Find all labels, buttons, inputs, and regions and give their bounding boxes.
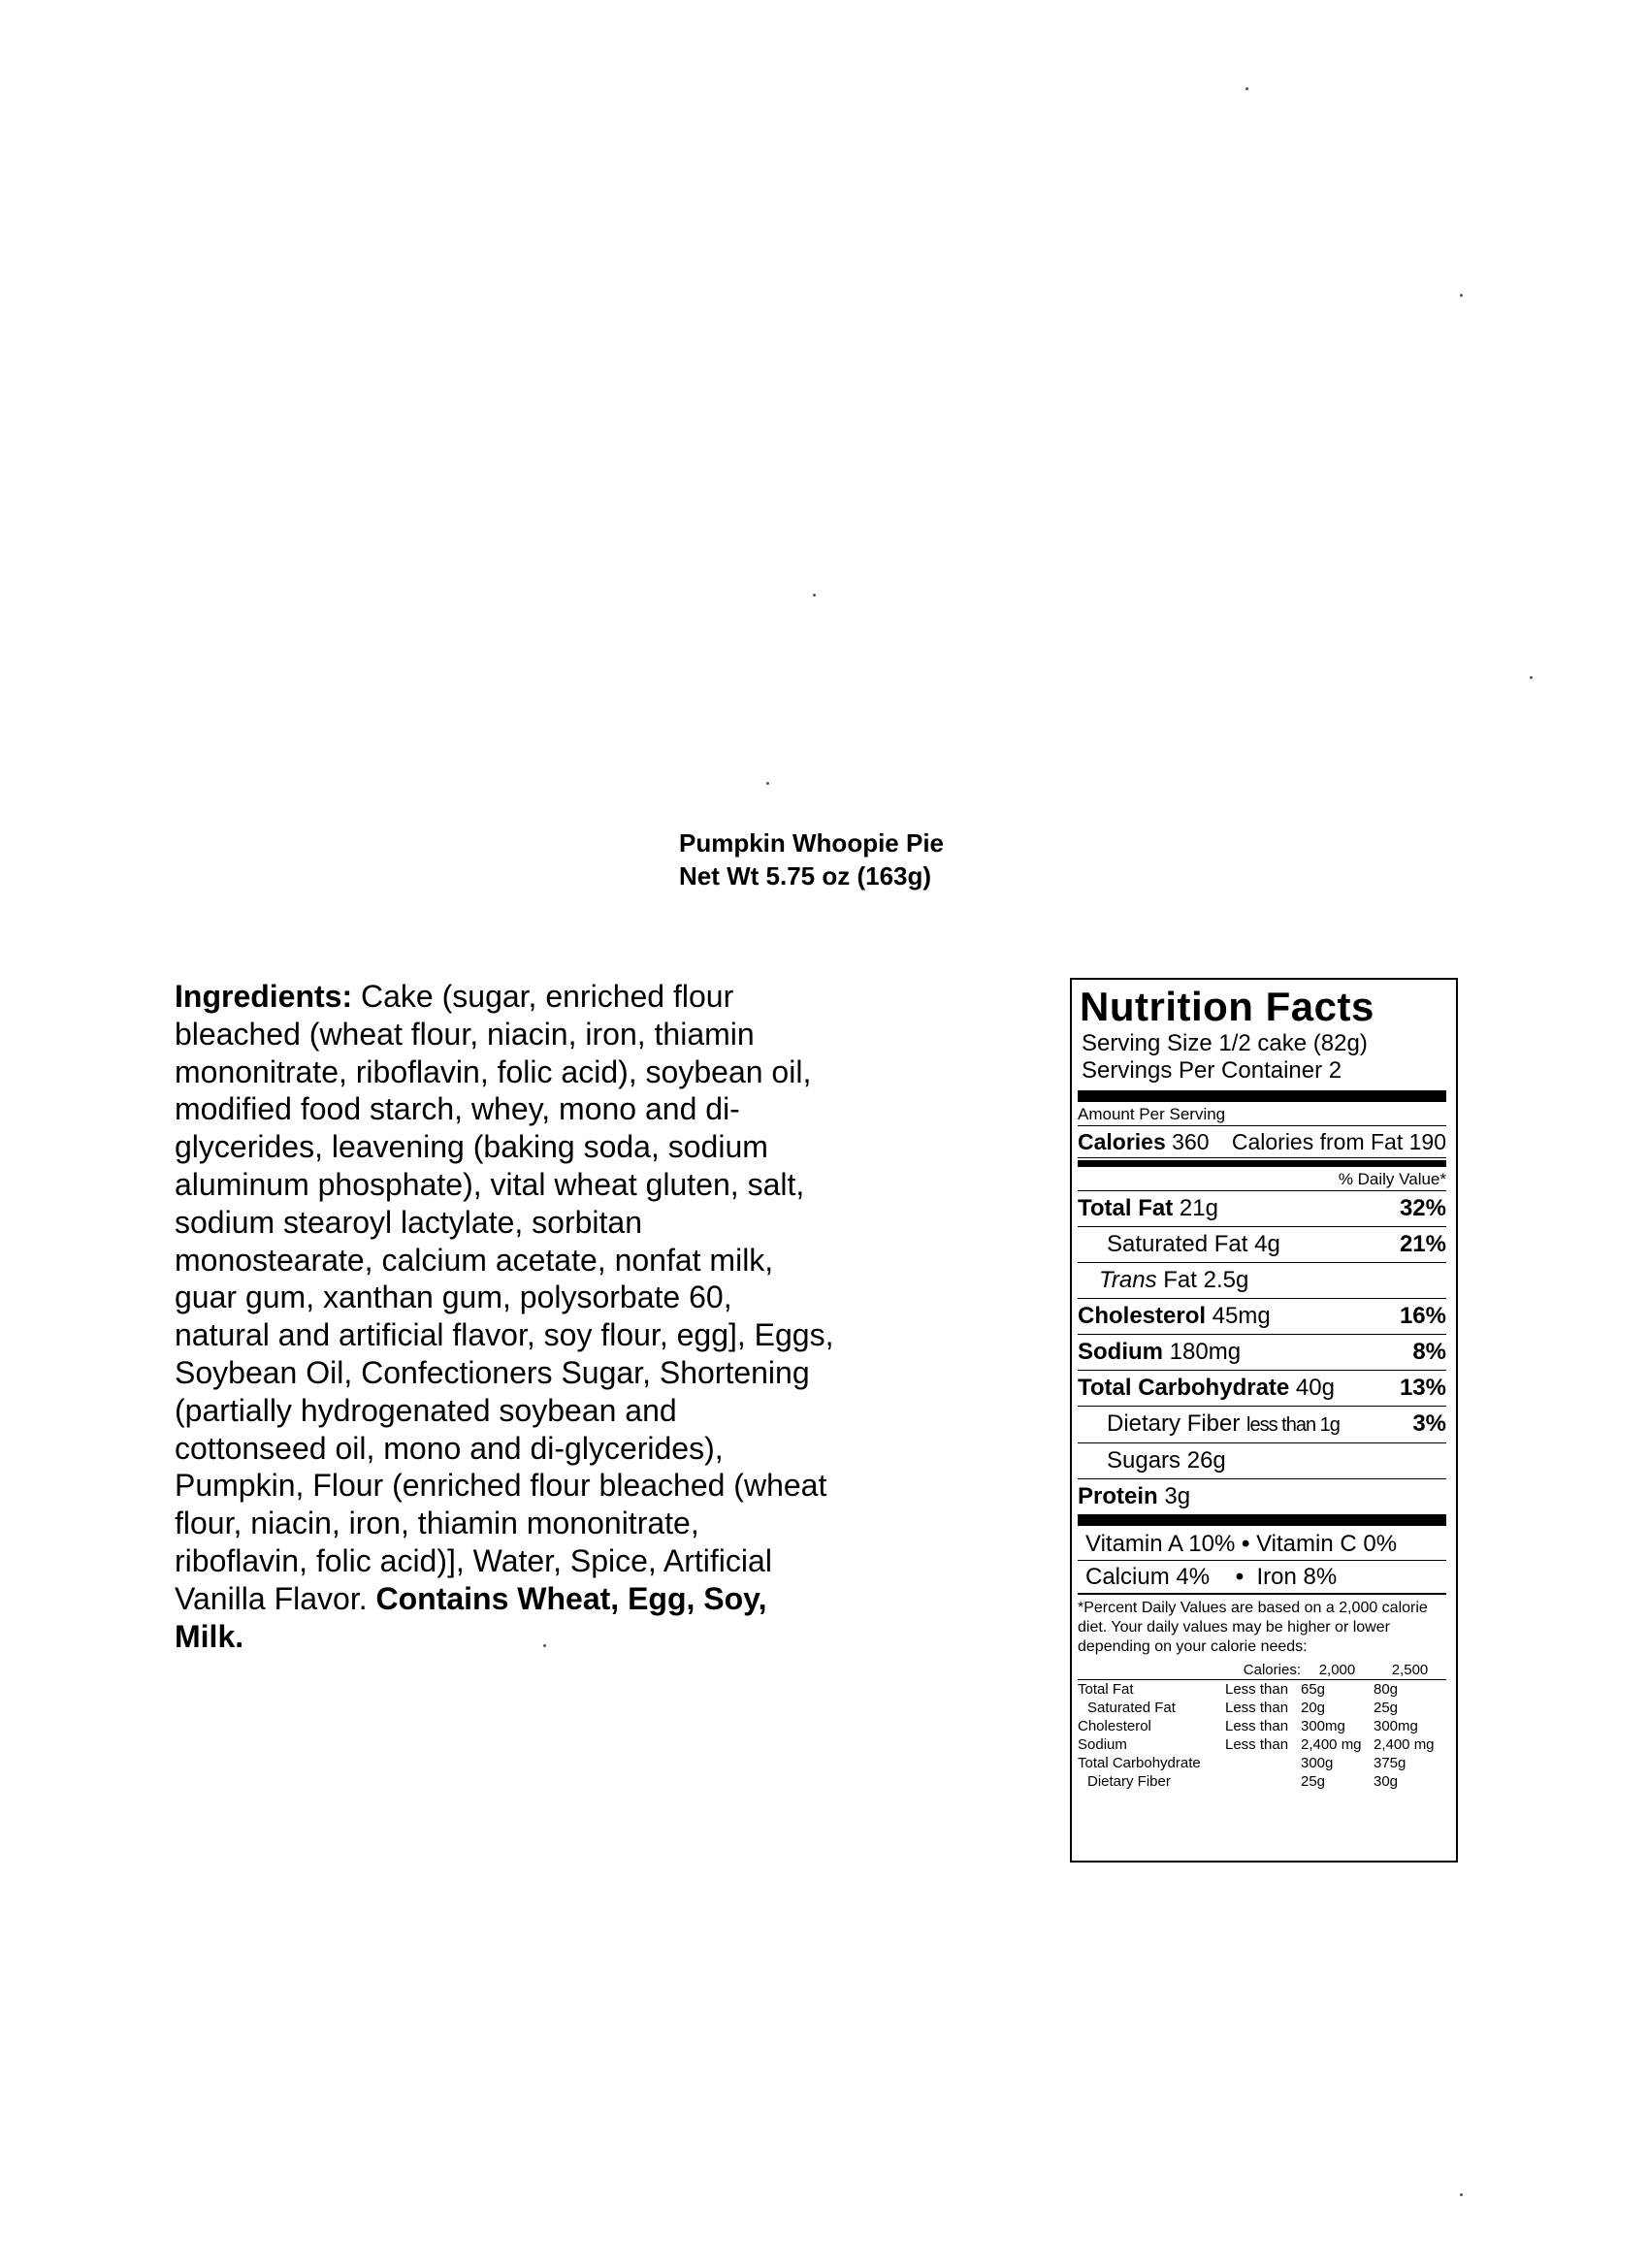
product-name: Pumpkin Whoopie Pie <box>679 828 945 858</box>
serving-size: Serving Size 1/2 cake (82g) <box>1082 1030 1368 1056</box>
scan-speck <box>813 594 816 597</box>
thick-divider <box>1078 1514 1446 1526</box>
daily-value-table-row: Sodium Less than 2,400 mg 2,400 mg <box>1078 1736 1435 1753</box>
daily-value-table-row: Saturated Fat Less than 20g 25g <box>1087 1700 1399 1716</box>
calories-row <box>1078 1126 1446 1158</box>
nutrient-row-dietary-fiber: Dietary Fiber less than 1g 3% <box>1078 1407 1446 1443</box>
daily-value-table-row: Total Fat Less than 65g 80g <box>1078 1681 1399 1698</box>
scan-speck <box>1530 676 1533 679</box>
nutrient-row-total-fat: Total Fat 21g 32% <box>1078 1191 1446 1227</box>
ingredients-list: Cake (sugar, enriched flour bleached (wheat flour, niacin, iron, thiamin mononitrate, riboflavin, folic acid), soybean oil, modified food starch, whey, mono and di-glycerides, leavening (baking soda, sodium aluminum phosphate), vital wheat gluten, salt, sodium stearoyl lactylate, sorbitan monostearate, calcium acetate, nonfat milk, guar gum, xanthan gum, polysorbate 60, natural and artificial flavor, soy flour, egg], Eggs, Soybean Oil, Confectioners Sugar, Shortening (partially hydrogenated soybean and cottonseed oil, mono and di-glycerides), Pumpkin, Flour (enriched flour bleached (wheat flour, niacin, iron, thiamin mononitrate, riboflavin, folic acid)], Water, Spice, Artificial Vanilla Flavor. <box>175 979 834 1616</box>
medium-divider <box>1078 1160 1446 1167</box>
thick-divider <box>1078 1090 1446 1102</box>
daily-value-table-row: Cholesterol Less than 300mg 300mg <box>1078 1718 1418 1734</box>
scan-speck <box>766 782 769 785</box>
vitamins-row-2: Calcium 4% • Iron 8% <box>1078 1561 1446 1595</box>
scan-speck <box>1245 87 1248 90</box>
nutrient-row-sodium: Sodium 180mg 8% <box>1078 1335 1446 1371</box>
daily-value-table <box>1078 1661 1446 1791</box>
product-title-block <box>679 826 999 892</box>
scan-speck <box>1460 294 1463 297</box>
ingredients-label: Ingredients: <box>175 979 353 1014</box>
nutrient-row-cholesterol: Cholesterol 45mg 16% <box>1078 1299 1446 1335</box>
nutrient-row-protein: Protein 3g <box>1078 1483 1191 1509</box>
nutrient-row-trans-fat: Trans Fat 2.5g <box>1078 1263 1446 1299</box>
servings-per-container: Servings Per Container 2 <box>1082 1057 1342 1084</box>
ingredients-text <box>175 978 834 1655</box>
allergen-statement: Contains Wheat, Egg, Soy, Milk. <box>175 1580 767 1654</box>
net-weight: Net Wt 5.75 oz (163g) <box>679 861 932 891</box>
calories-from-fat: Calories from Fat 190 <box>1231 1129 1446 1154</box>
amount-per-serving: Amount Per Serving <box>1078 1104 1446 1126</box>
nutrition-facts-panel <box>1070 978 1458 1863</box>
daily-value-table-row: Total Carbohydrate 300g 375g <box>1078 1755 1406 1771</box>
nutrition-facts-title: Nutrition Facts <box>1080 984 1374 1029</box>
nutrient-row-total-carbohydrate: Total Carbohydrate 40g 13% <box>1078 1371 1446 1407</box>
daily-value-table-header: Calories: 2,000 2,500 <box>1078 1661 1446 1680</box>
daily-value-header: % Daily Value* <box>1078 1169 1446 1191</box>
nutrient-row-saturated-fat: Saturated Fat 4g 21% <box>1078 1227 1446 1263</box>
calories: Calories 360 <box>1078 1129 1210 1154</box>
daily-value-table-row: Dietary Fiber 25g 30g <box>1087 1773 1399 1790</box>
daily-value-footnote: *Percent Daily Values are based on a 2,000 calorie diet. Your daily values may be higher or lower depending on your calorie needs: <box>1078 1600 1428 1655</box>
vitamins-row-1: Vitamin A 10% • Vitamin C 0% <box>1078 1528 1446 1561</box>
scan-speck <box>1460 2193 1463 2196</box>
nutrient-row-sugars: Sugars 26g <box>1078 1443 1446 1479</box>
